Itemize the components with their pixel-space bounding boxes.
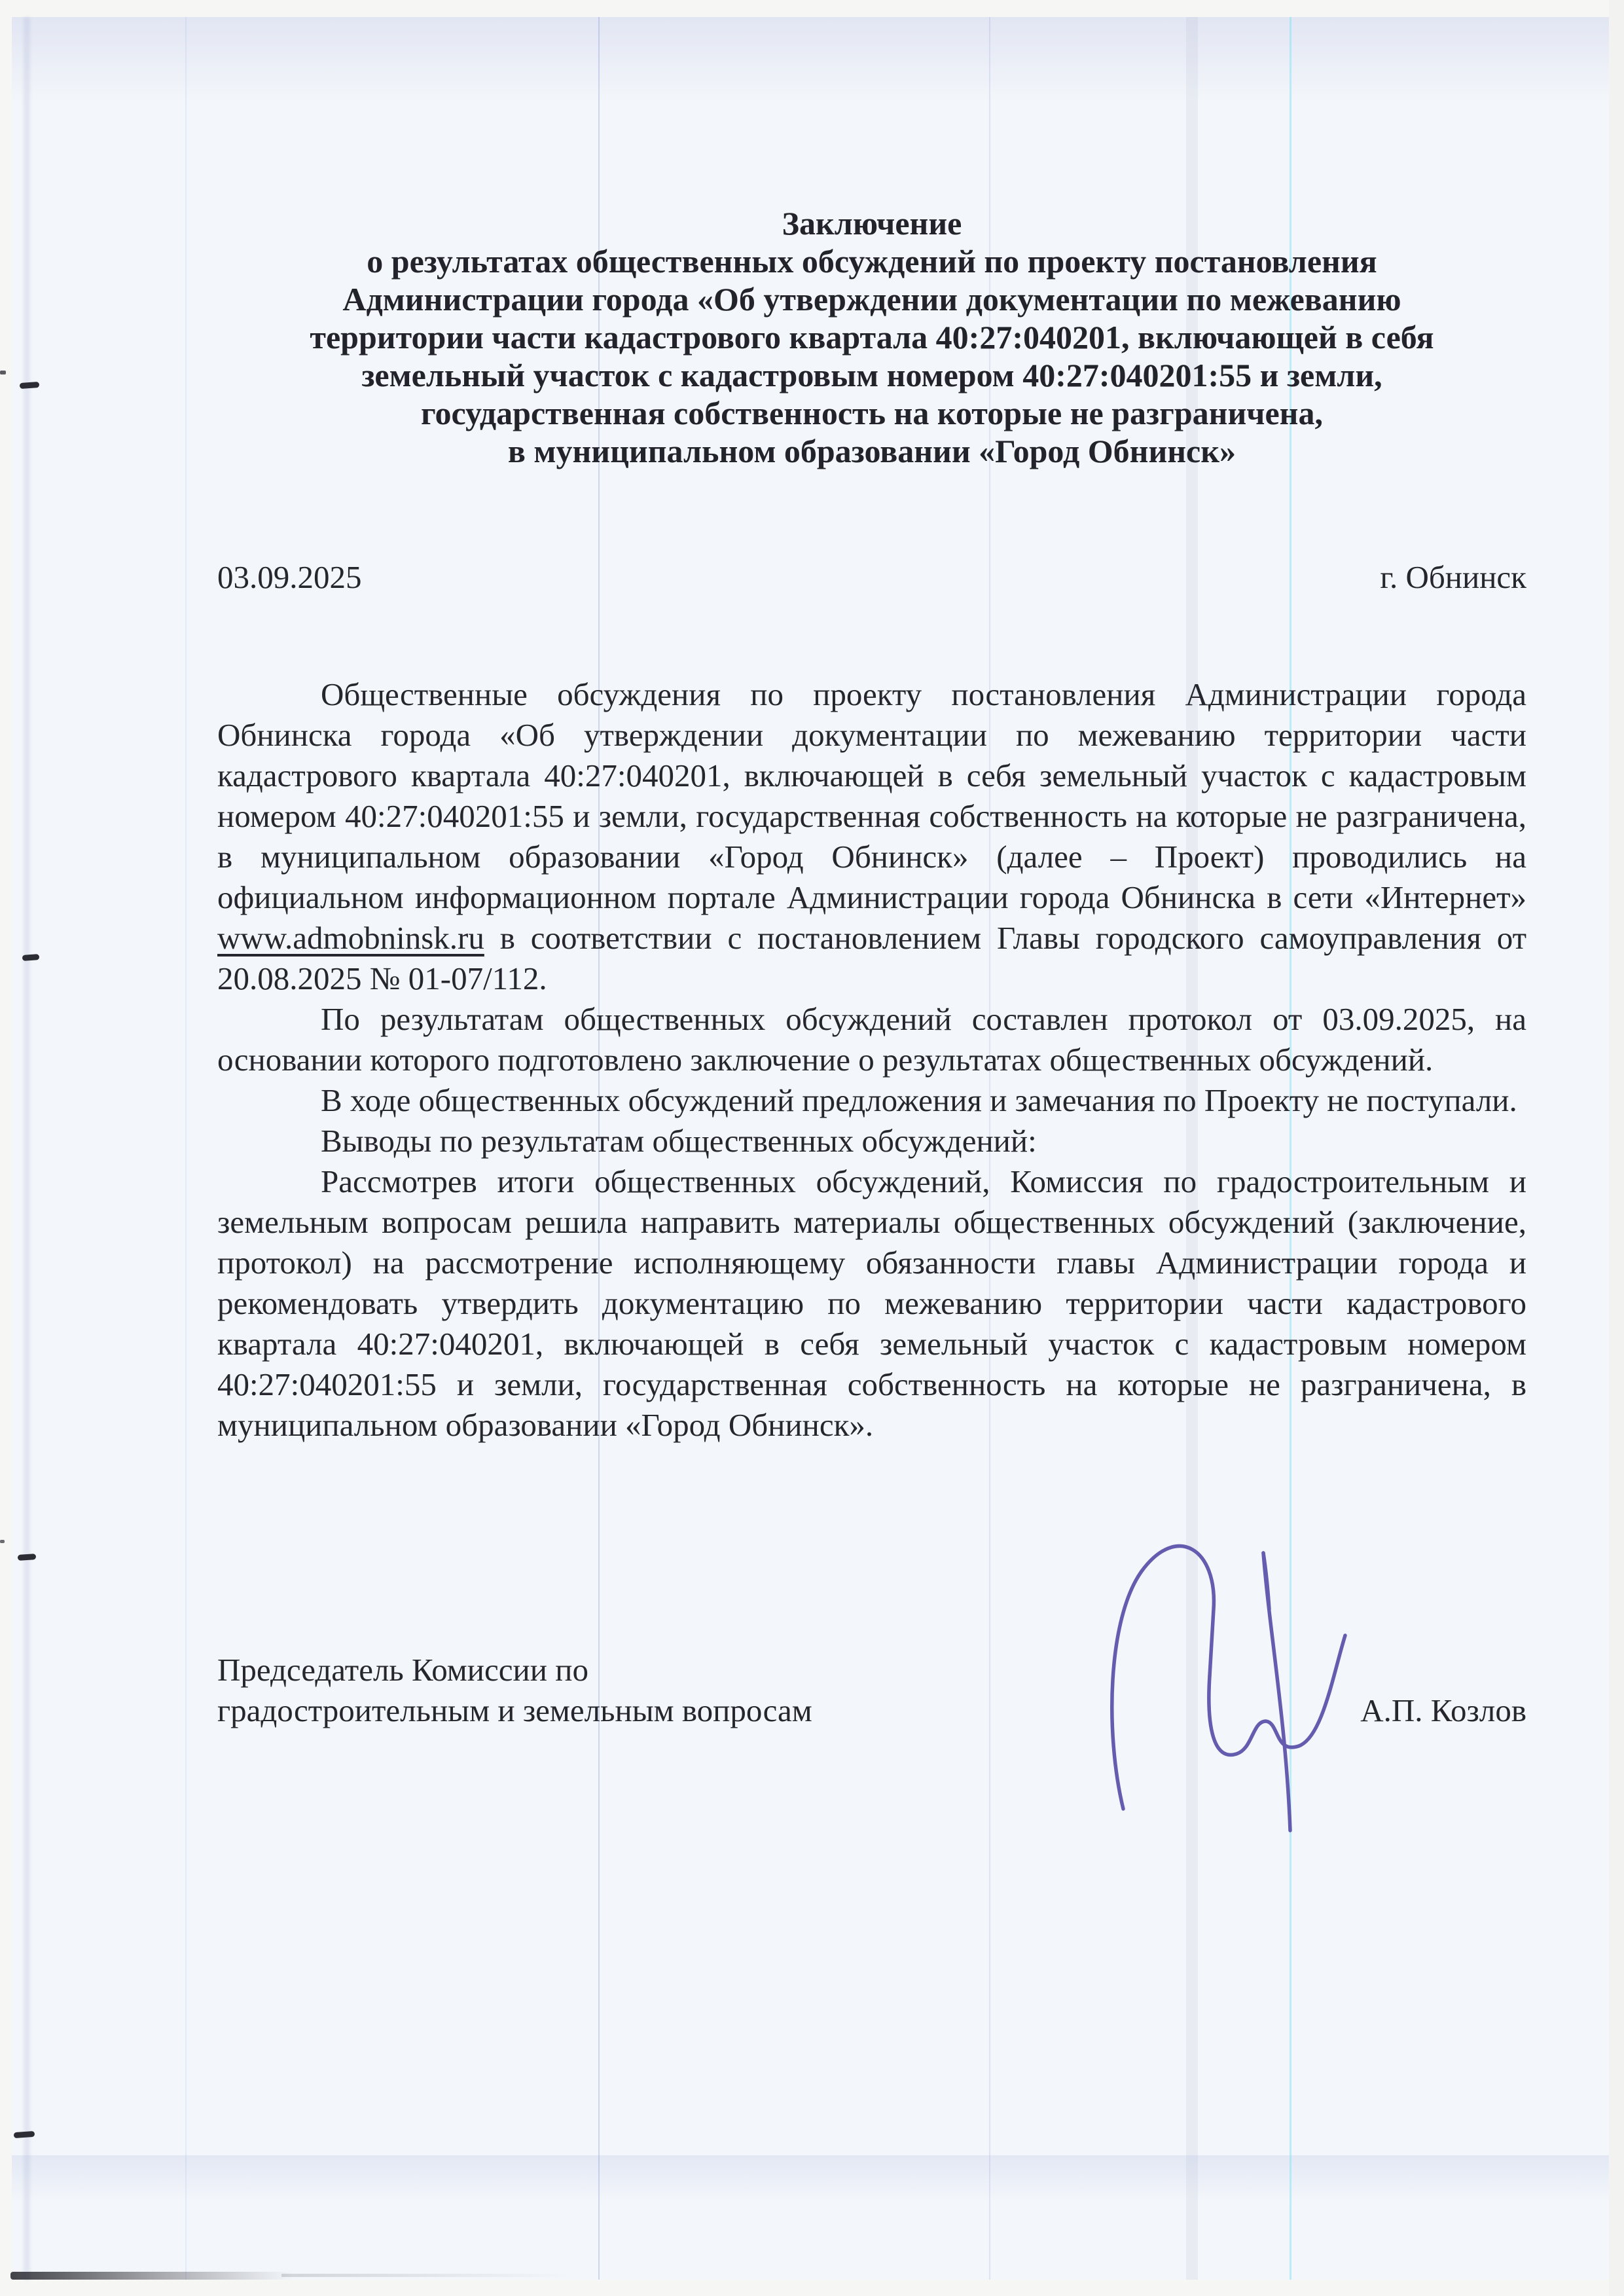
scan-streak-line (185, 17, 187, 2280)
title-line: земельный участок с кадастровым номером 40:27:040201:55 и земли, (361, 357, 1382, 393)
handwritten-signature (1079, 1531, 1367, 1845)
paragraph-conclusions-heading: Выводы по результатам общественных обсуждений: (321, 1123, 1037, 1159)
title-line: в муниципальном образовании «Город Обнинск» (507, 433, 1236, 469)
title-line: территории части кадастрового квартала 40:27:040201, включающей в себя (310, 319, 1434, 355)
paragraph-no-comments: В ходе общественных обсуждений предложения и замечания по Проекту не поступали. (321, 1082, 1517, 1118)
title-line: Заключение (782, 205, 962, 242)
document-city: г. Обнинск (1380, 559, 1526, 595)
scan-artifact-tick (0, 1540, 5, 1543)
paragraph-discussions (217, 674, 1526, 999)
paragraph-text: в соответствии с постановлением Главы городского самоуправления от 20.08.2025 № 01-07/112. (217, 920, 1526, 996)
signer-name: А.П. Козлов (1360, 1692, 1526, 1728)
date-place-row (217, 558, 1526, 597)
scan-artifact-tick (0, 371, 6, 374)
paragraph-text: Общественные обсуждения по проекту постановления Администрации города Обнинска города «Об утверждении документации по межеванию территории части кадастрового квартала 40:27:040201, включающей в себя земельный участок с кадастровым номером 40:27:040201:55 и земли, государственная собственность на которые не разграничена, в муниципальном образовании «Город Обнинск» (далее – Проект) проводились на официальном информационном портале Администрации города Обнинска в сети «Интернет» (217, 676, 1526, 915)
scan-artifact-mark (22, 954, 40, 961)
signer-role (217, 1650, 812, 1731)
title-line: о результатах общественных обсуждений по проекту постановления (367, 243, 1377, 280)
scan-fold-line (24, 17, 30, 2280)
scan-bottom-smudge (281, 2274, 569, 2277)
portal-url-link: www.admobninsk.ru (217, 920, 484, 956)
title-line: Администрации города «Об утверждении документации по межеванию (342, 281, 1401, 318)
paragraph-commission-decision: Рассмотрев итоги общественных обсуждений, Комиссия по градостроительным и земельным вопросам решила направить материалы общественных обсуждений (заключение, протокол) на рассмотрение исполняющему обязанности главы Администрации города и рекомендовать утвердить документацию по межеванию территории части кадастрового квартала 40:27:040201, включающей в себя земельный участок с кадастровым номером 40:27:040201:55 и земли, государственная собственность на которые не разграничена, в муниципальном образовании «Город Обнинск». (217, 1163, 1526, 1443)
scan-edge-right (1609, 0, 1624, 2296)
document-body (217, 674, 1526, 1446)
document-date: 03.09.2025 (217, 559, 362, 595)
scan-bottom-smudge (10, 2272, 292, 2280)
document-title (217, 204, 1526, 470)
paragraph-protocol: По результатам общественных обсуждений составлен протокол от 03.09.2025, на основании которого подготовлено заключение о результатах общественных обсуждений. (217, 1001, 1526, 1078)
title-line: государственная собственность на которые не разграничена, (421, 395, 1323, 431)
scan-artifact-mark (18, 1554, 37, 1561)
signer-role-line: Председатель Комиссии по (217, 1652, 588, 1688)
signer-role-line: градостроительным и земельным вопросам (217, 1692, 812, 1728)
